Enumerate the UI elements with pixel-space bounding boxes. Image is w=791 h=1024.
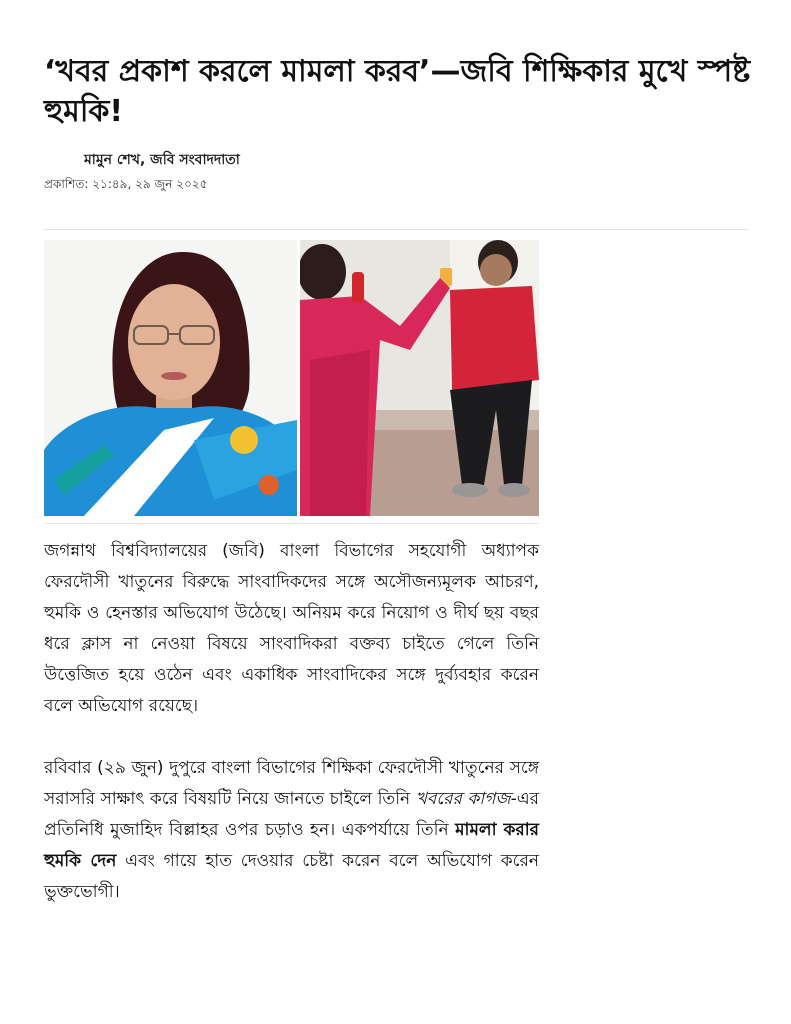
published-label: প্রকাশিত: bbox=[44, 177, 89, 191]
headline: ‘খবর প্রকাশ করলে মামলা করব’—জবি শিক্ষিকার মুখে স্পষ্ট হুমকি! bbox=[44, 54, 751, 129]
published-date bbox=[44, 176, 207, 196]
bold-threat-text: মামলা করার হুমকি দেন bbox=[44, 820, 539, 871]
paragraph-2-part-2: -এর প্রতিনিধি মুজাহিদ বিল্লাহর ওপর চড়াও হন। একপর্যায়ে তিনি bbox=[44, 789, 539, 840]
newspaper-name: খবরের কাগজ bbox=[415, 789, 511, 809]
paragraph-2-part-3: এবং গায়ে হাত দেওয়ার চেষ্টা করেন বলে অভিযোগ করেন ভুক্তভোগী। bbox=[44, 851, 539, 902]
portrait-photo-woman bbox=[44, 240, 297, 516]
published-value: ২১:৪৯, ২৯ জুন ২০২৫ bbox=[92, 177, 208, 191]
article-paragraph-2 bbox=[44, 753, 539, 908]
article-paragraph-1: জগন্নাথ বিশ্ববিদ্যালয়ের (জবি) বাংলা বিভাগের সহযোগী অধ্যাপক ফেরদৌসী খাতুনের বিরুদ্ধে সাংবাদিকদের সঙ্গে অসৌজন্যমূলক আচরণ, হুমকি ও হেনস্তার অভিযোগ উঠেছে। অনিয়ম করে নিয়োগ ও দীর্ঘ ছয় বছর ধরে ক্লাস না নেওয়া বিষয়ে সাংবাদিকরা বক্তব্য চাইতে গেলে তিনি উত্তেজিত হয়ে ওঠেন এবং একাধিক সাংবাদিকের সঙ্গে দুর্ব্যবহার করেন বলে অভিযোগ রয়েছে। bbox=[44, 541, 539, 716]
byline[interactable]: মামুন শেখ, জবি সংবাদদাতা bbox=[84, 152, 240, 168]
confrontation-photo-scene bbox=[300, 240, 539, 516]
header-divider bbox=[44, 229, 748, 230]
image-divider bbox=[44, 523, 539, 524]
paragraph-2-part-1: রবিবার (২৯ জুন) দুপুরে বাংলা বিভাগের শিক্ষিকা ফেরদৌসী খাতুনের সঙ্গে সরাসরি সাক্ষাৎ করে বিষয়টি নিয়ে জানতে চাইলে তিনি bbox=[44, 758, 539, 809]
portrait-photo bbox=[44, 240, 297, 516]
article-body bbox=[44, 536, 539, 939]
confrontation-photo bbox=[300, 240, 539, 516]
